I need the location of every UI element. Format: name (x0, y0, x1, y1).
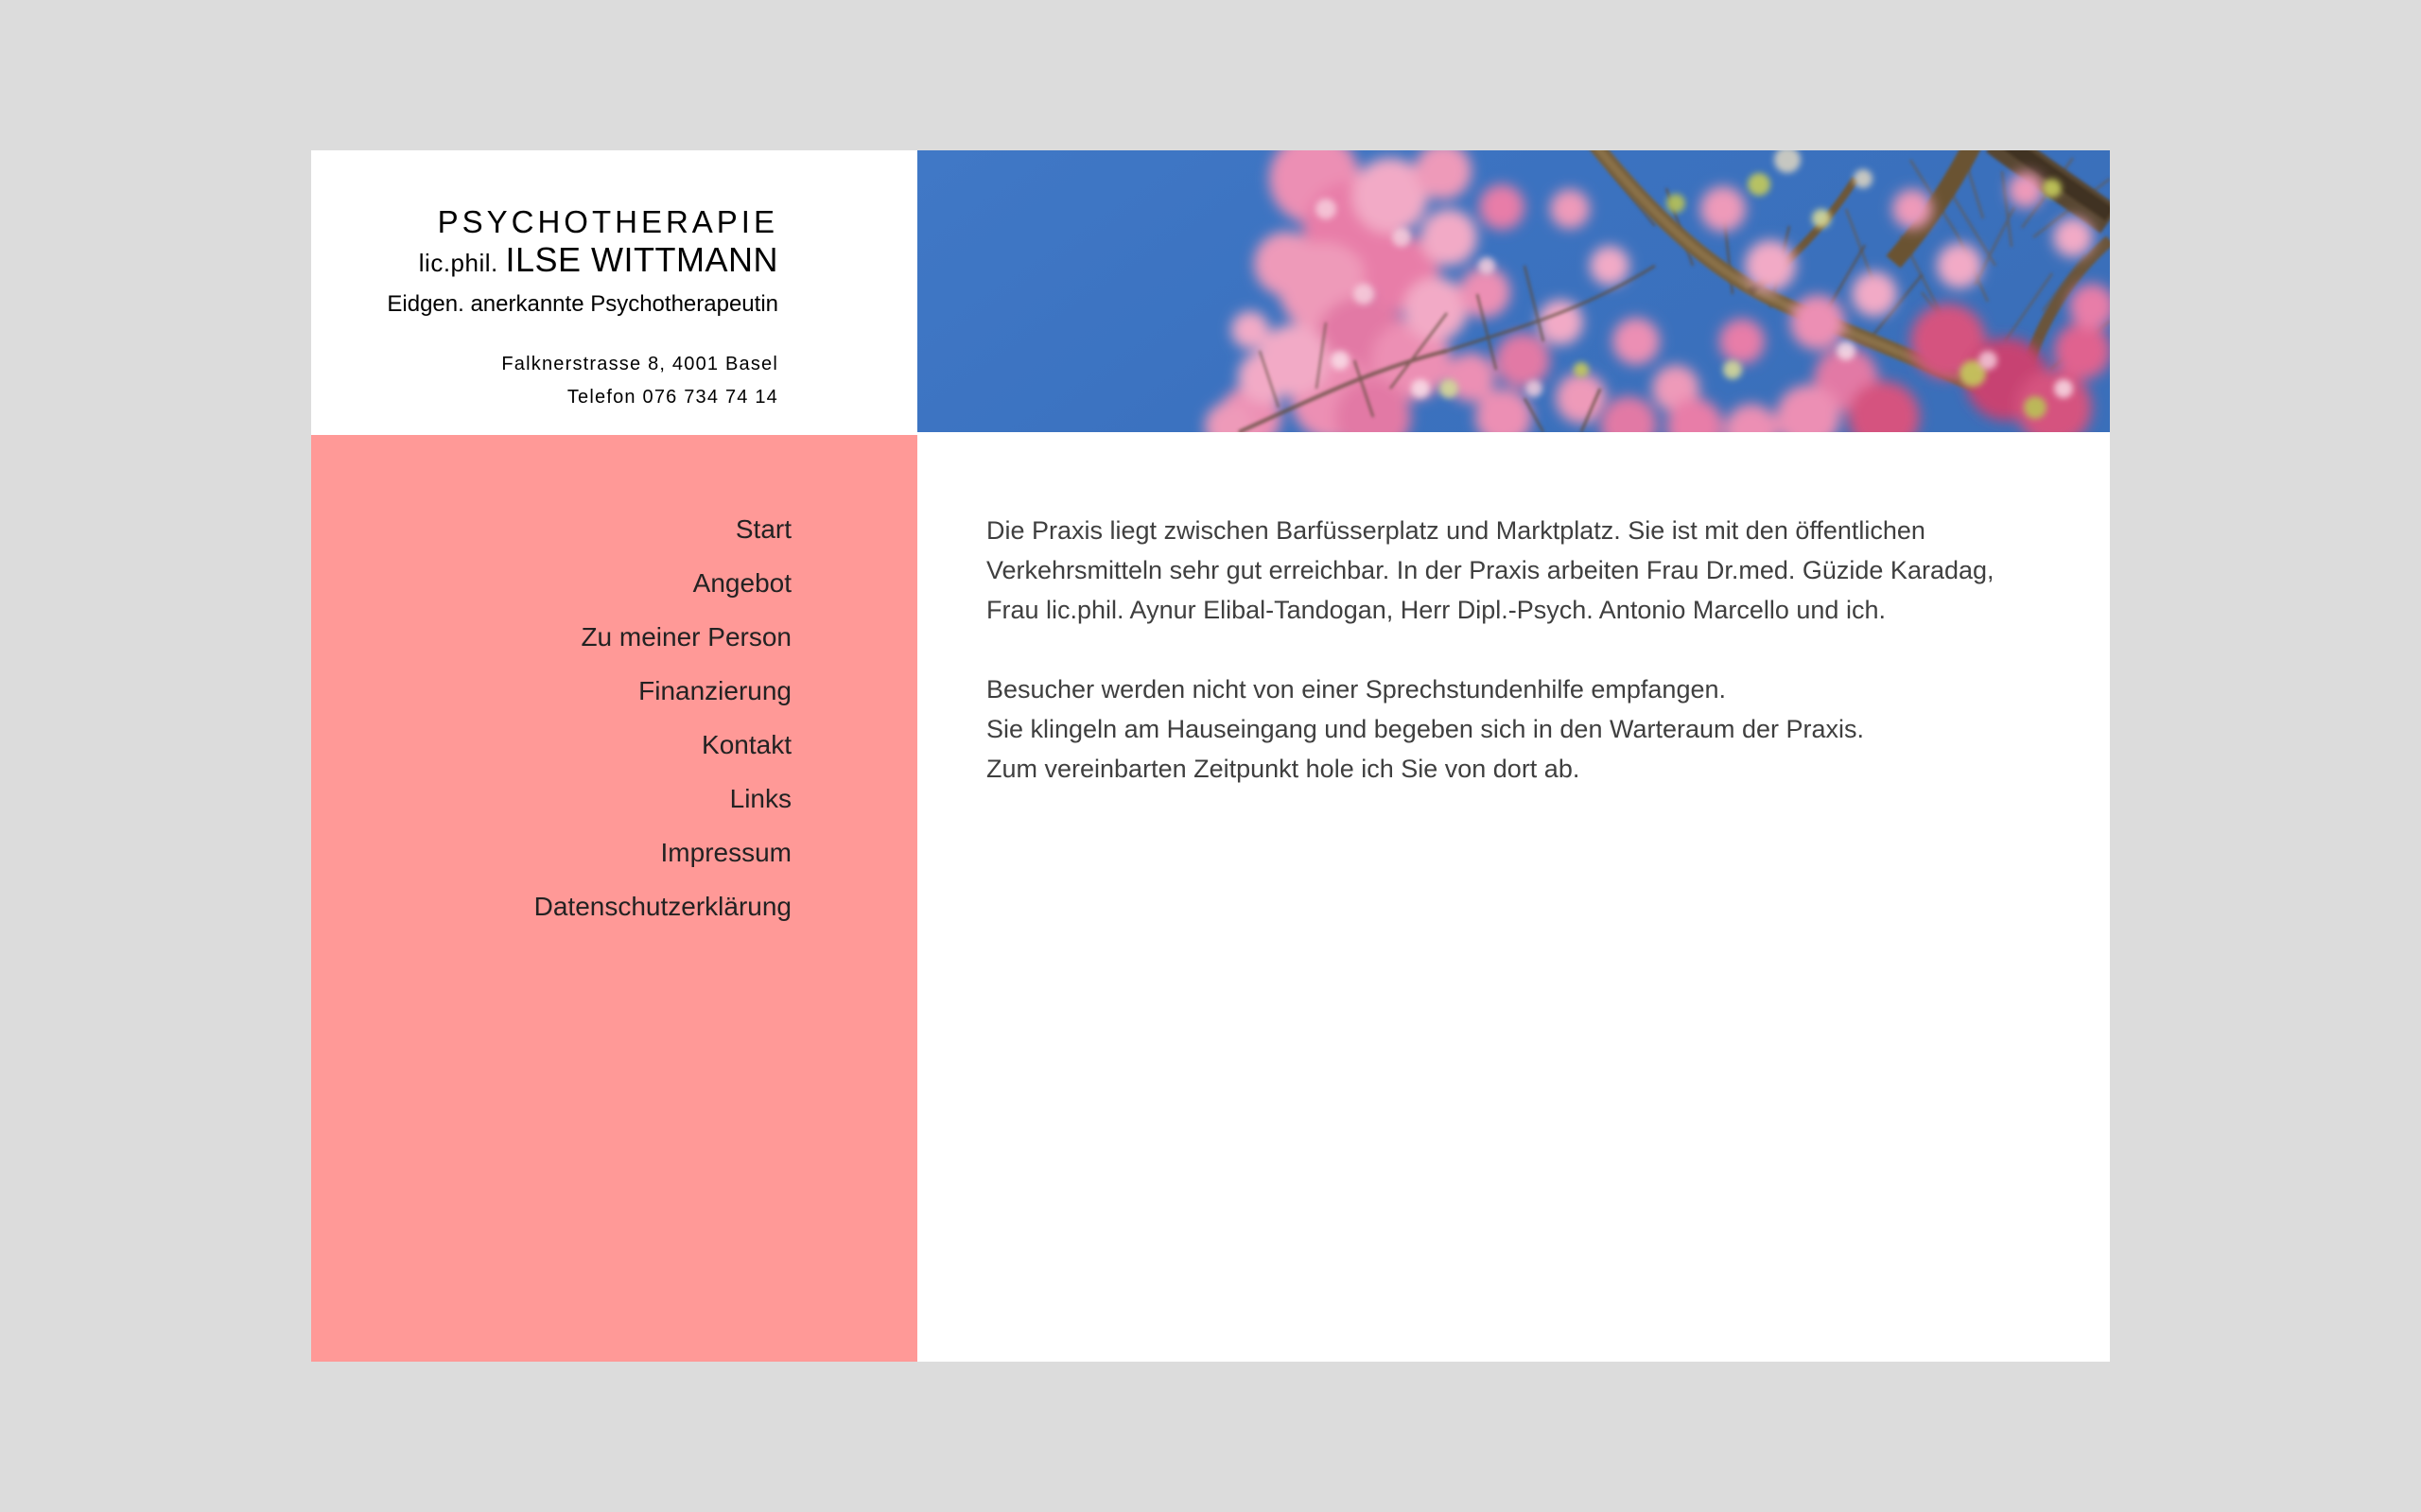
blossom-tree-photo (917, 150, 2110, 432)
contact-block (311, 348, 778, 414)
nav-item (349, 721, 792, 774)
practice-type-title: PSYCHOTHERAPIE (437, 204, 778, 239)
nav-item (349, 559, 792, 613)
nav-item (349, 882, 792, 936)
header-card (311, 150, 917, 435)
main-content (917, 435, 2110, 1362)
practice-subtitle: Eidgen. anerkannte Psychotherapeutin (387, 291, 778, 317)
nav-item (349, 613, 792, 667)
main-nav (349, 505, 792, 936)
header-row (311, 150, 2110, 435)
visitor-info-paragraph (986, 669, 1996, 789)
phone-line: Telefon 076 734 74 14 (566, 387, 778, 408)
site-container (311, 150, 2110, 1362)
sidebar-item-datenschutzerklaerung[interactable]: Datenschutzerklärung (533, 892, 792, 921)
sidebar (311, 435, 917, 1362)
visitor-info-line-1: Besucher werden nicht von einer Sprechstundenhilfe empfangen. (986, 675, 1726, 704)
sidebar-item-angebot[interactable]: Angebot (692, 568, 792, 598)
sidebar-item-links[interactable]: Links (729, 784, 792, 813)
sidebar-item-zu-meiner-person[interactable]: Zu meiner Person (581, 622, 792, 652)
practice-location-paragraph: Die Praxis liegt zwischen Barfüsserplatz und Marktplatz. Sie ist mit den öffentlichen Verkehrsmitteln sehr gut erreichbar. In der Praxis arbeiten Frau Dr.med. Güzide Karadag, Frau lic.phil. Aynur Elibal-Tandogan, Herr Dipl.-Psych. Antonio Marcello und ich. (986, 516, 1994, 624)
sidebar-item-kontakt[interactable]: Kontakt (702, 730, 792, 759)
sidebar-item-finanzierung[interactable]: Finanzierung (638, 676, 792, 705)
content-row (311, 435, 2110, 1362)
nav-item (349, 774, 792, 828)
owner-degree: lic.phil. (418, 249, 506, 277)
visitor-info-line-2: Sie klingeln am Hauseingang und begeben sich in den Warteraum der Praxis. (986, 715, 1865, 743)
owner-name: ILSE WITTMANN (505, 240, 778, 279)
header-photo (917, 150, 2110, 435)
sidebar-item-impressum[interactable]: Impressum (660, 838, 792, 867)
nav-item (349, 828, 792, 882)
nav-item (349, 667, 792, 721)
sidebar-item-start[interactable]: Start (735, 514, 792, 544)
nav-item (349, 505, 792, 559)
owner-name-line (311, 241, 778, 287)
visitor-info-line-3: Zum vereinbarten Zeitpunkt hole ich Sie von dort ab. (986, 755, 1580, 783)
address-line: Falknerstrasse 8, 4001 Basel (501, 354, 778, 374)
